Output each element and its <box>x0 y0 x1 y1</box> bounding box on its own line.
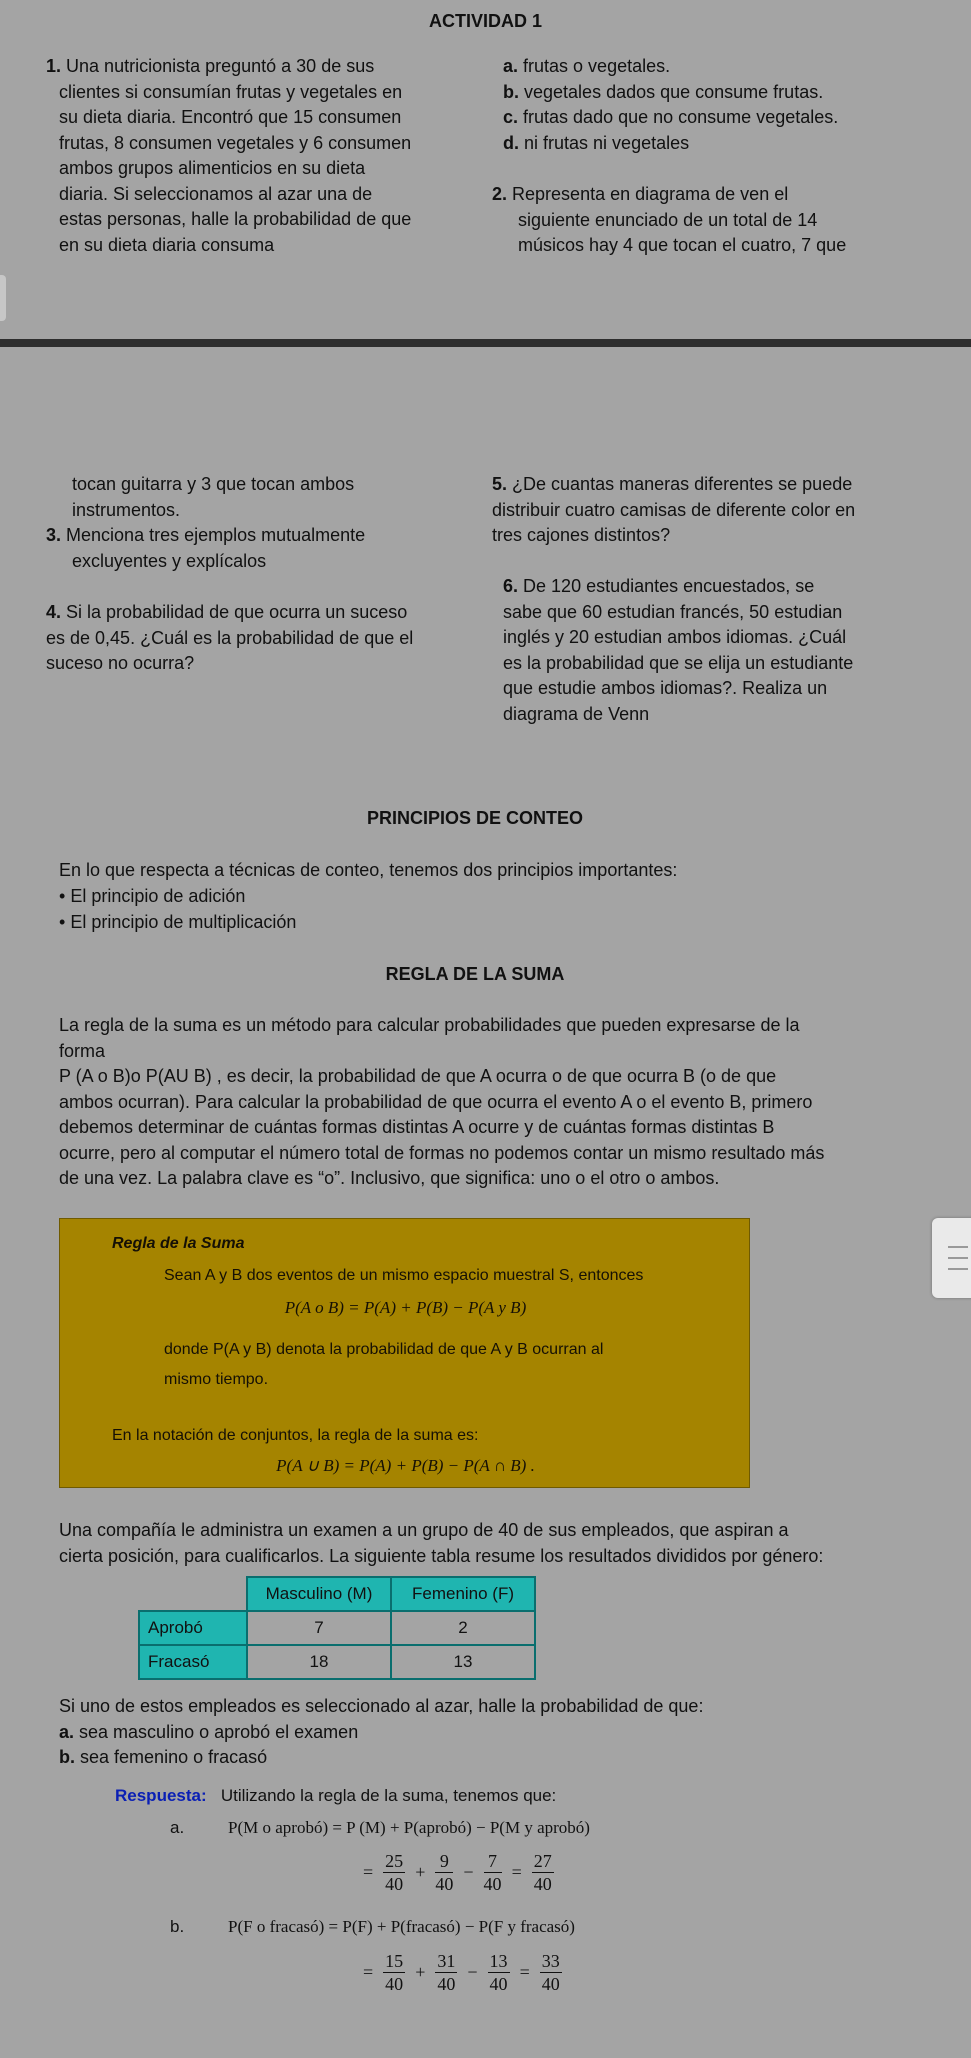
option-c <box>503 105 838 131</box>
q2-continuation <box>72 472 354 523</box>
equals-sign: = <box>363 1961 374 1982</box>
question-3 <box>46 523 365 574</box>
q3-line: Menciona tres ejemplos mutualmente <box>66 525 366 545</box>
table-header-row <box>139 1577 535 1611</box>
box-line: Sean A y B dos eventos de un mismo espacio muestral S, entonces <box>164 1267 644 1284</box>
part-text: sea masculino o aprobó el examen <box>79 1721 359 1742</box>
q6-line: es la probabilidad que se elija un estudiante <box>503 652 854 673</box>
part-letter: a. <box>59 1721 75 1742</box>
q6-line: que estudie ambos idiomas?. Realiza un <box>503 678 828 698</box>
q2-line: músicos hay 4 que tocan el cuatro, 7 que <box>518 235 847 255</box>
numerator: 25 <box>385 1851 404 1871</box>
bullet-text: El principio de adición <box>70 886 246 906</box>
option-letter: b. <box>503 81 519 102</box>
formula: P(A ∪ B) = P(A) + P(B) − P(A ∩ B) . <box>276 1456 535 1475</box>
q2-line: siguiente enunciado de un total de 14 <box>518 209 818 230</box>
table-cell: 18 <box>247 1645 391 1679</box>
table-cell: 7 <box>247 1611 391 1645</box>
part-letter: b. <box>59 1747 75 1767</box>
q5-line: tres cajones distintos? <box>492 525 671 545</box>
left-edge-tab[interactable] <box>0 275 6 321</box>
operator: − <box>463 1861 474 1882</box>
q1-line: en su dieta diaria consuma <box>59 234 275 255</box>
option-letter: d. <box>503 132 519 153</box>
fraction <box>435 1850 453 1895</box>
fraction <box>532 1850 554 1895</box>
q5-line: ¿De cuantas maneras diferentes se puede <box>512 474 853 494</box>
part-a <box>59 1720 703 1746</box>
table-corner <box>139 1577 247 1611</box>
option-b <box>503 80 838 106</box>
numerator: 27 <box>533 1851 552 1871</box>
operator: = <box>519 1961 530 1982</box>
q1-line: ambos grupos alimenticios en su dieta <box>59 158 366 178</box>
side-menu-handle[interactable] <box>932 1218 971 1298</box>
numerator: 15 <box>385 1951 404 1971</box>
regla-paragraph <box>59 1013 824 1192</box>
option-letter: c. <box>503 107 519 127</box>
q6-line: De 120 estudiantes encuestados, se <box>523 576 815 596</box>
regla-suma-box <box>59 1218 750 1488</box>
denominator: 40 <box>489 1974 508 1994</box>
part-b <box>59 1745 703 1771</box>
q4-line: suceso no ocurra? <box>46 653 195 673</box>
results-table <box>138 1576 536 1680</box>
table-cell: 2 <box>391 1611 535 1645</box>
option-d <box>503 131 838 157</box>
paragraph-line: Una compañía le administra un examen a un grupo de 40 de sus empleados, que aspiran a <box>59 1520 789 1540</box>
answer-intro-line <box>115 1783 556 1809</box>
fraction <box>383 1850 405 1895</box>
option-text: frutas dado que no consume vegetales. <box>523 107 839 127</box>
list-item: • El principio de adición <box>59 886 246 906</box>
box-line: En la notación de conjuntos, la regla de la suma es: <box>112 1427 479 1444</box>
question-number: 2. <box>492 184 508 204</box>
fraction <box>435 1950 457 1995</box>
q3-line: excluyentes y explícalos <box>72 550 267 571</box>
denominator: 40 <box>437 1974 456 1994</box>
paragraph-line: P (A o B)o P(AU B) , es decir, la probabilidad de que A ocurra o de que ocurra B (o de que <box>59 1066 777 1086</box>
principios-intro: En lo que respecta a técnicas de conteo, tenemos dos principios importantes: <box>59 860 678 880</box>
box-line: donde P(A y B) denota la probabilidad de que A y B ocurran al <box>164 1341 604 1358</box>
table-cell: 13 <box>391 1645 535 1679</box>
denominator: 40 <box>385 1874 404 1894</box>
option-text: frutas o vegetales. <box>523 56 671 76</box>
q1-line: Una nutricionista preguntó a 30 de sus <box>66 56 375 76</box>
operator: = <box>511 1861 522 1882</box>
equals-sign: = <box>363 1861 374 1882</box>
operator: − <box>467 1961 478 1982</box>
formula: P(A o B) = P(A) + P(B) − P(A y B) <box>284 1298 527 1317</box>
question-5 <box>492 472 855 549</box>
q6-line: sabe que 60 estudian francés, 50 estudian <box>503 601 843 622</box>
denominator: 40 <box>483 1874 502 1894</box>
q5-line: distribuir cuatro camisas de diferente color en <box>492 499 856 520</box>
question-6 <box>503 574 853 727</box>
denominator: 40 <box>541 1974 560 1994</box>
fraction <box>383 1950 405 1995</box>
table-row <box>139 1645 535 1679</box>
numerator: 31 <box>437 1951 456 1971</box>
answer-intro: Utilizando la regla de la suma, tenemos que: <box>220 1786 557 1805</box>
q6-line: diagrama de Venn <box>503 703 650 724</box>
option-letter: a. <box>503 56 519 76</box>
q1-line: clientes si consumían frutas y vegetales en <box>59 81 403 102</box>
row-header: Fracasó <box>139 1645 247 1679</box>
numerator: 33 <box>541 1951 560 1971</box>
column-header: Masculino (M) <box>247 1577 391 1611</box>
example-text <box>59 1518 823 1569</box>
fraction <box>488 1950 510 1995</box>
paragraph-line: ocurre, pero al computar el número total de formas no podemos contar un mismo resultado más <box>59 1142 825 1163</box>
numerator: 7 <box>484 1850 502 1873</box>
option-text: vegetales dados que consume frutas. <box>524 81 824 102</box>
q1-line: estas personas, halle la probabilidad de que <box>59 209 412 229</box>
page-title: ACTIVIDAD 1 <box>428 11 542 31</box>
principios-heading: PRINCIPIOS DE CONTEO <box>366 808 584 828</box>
fraction <box>484 1850 502 1895</box>
option-text: ni frutas ni vegetales <box>524 132 690 153</box>
answer-b-expr: P(F o fracasó) = P(F) + P(fracasó) − P(F y fracasó) <box>228 1917 575 1936</box>
bullet-text: El principio de multiplicación <box>70 911 297 932</box>
question-number: 1. <box>46 56 62 76</box>
question-number: 5. <box>492 474 508 494</box>
paragraph-line: forma <box>59 1040 106 1061</box>
box-line: mismo tiempo. <box>164 1371 269 1388</box>
q2-cont-line: tocan guitarra y 3 que tocan ambos <box>72 474 355 494</box>
fraction <box>540 1950 562 1995</box>
paragraph-line: cierta posición, para cualificarlos. La siguiente tabla resume los resultados divididos por género: <box>59 1545 824 1566</box>
example-question <box>59 1694 703 1771</box>
option-a <box>503 54 838 80</box>
answer-a-calc <box>360 1850 556 1895</box>
question-number: 3. <box>46 525 62 545</box>
paragraph-line: de una vez. La palabra clave es “o”. Inclusivo, que significa: uno o el otro o ambos. <box>59 1168 720 1188</box>
table-row <box>139 1611 535 1645</box>
paragraph-line: debemos determinar de cuántas formas distintas A ocurre y de cuántas formas distintas B <box>59 1117 775 1137</box>
paragraph-line: ambos ocurran). Para calcular la probabilidad de que ocurra el evento A o el evento B, primero <box>59 1091 813 1112</box>
q1-line: su dieta diaria. Encontró que 15 consumen <box>59 107 402 127</box>
box-title: Regla de la Suma <box>112 1235 245 1252</box>
q4-line: es de 0,45. ¿Cuál es la probabilidad de que el <box>46 627 414 648</box>
paragraph-line: La regla de la suma es un método para calcular probabilidades que pueden expresarse de la <box>59 1015 800 1035</box>
page-separator <box>0 339 971 347</box>
part-text: sea femenino o fracasó <box>80 1747 268 1767</box>
list-item: • El principio de multiplicación <box>59 911 297 932</box>
question-2 <box>492 182 846 259</box>
question-4 <box>46 600 413 677</box>
q1-options <box>503 54 838 156</box>
operator: + <box>415 1861 426 1882</box>
q1-line: diaria. Si seleccionamos al azar una de <box>59 183 373 204</box>
principios-list <box>59 884 296 935</box>
column-header: Femenino (F) <box>391 1577 535 1611</box>
denominator: 40 <box>533 1874 552 1894</box>
q4-line: Si la probabilidad de que ocurra un suceso <box>66 602 408 622</box>
question-number: 4. <box>46 602 62 622</box>
answer-a-letter: a. <box>170 1818 185 1837</box>
respuesta-label: Respuesta: <box>115 1786 207 1805</box>
numerator: 9 <box>435 1850 453 1873</box>
question-number: 6. <box>503 576 519 596</box>
answer-b-calc <box>360 1950 564 1995</box>
q2-line: Representa en diagrama de ven el <box>512 184 789 204</box>
numerator: 13 <box>489 1951 508 1971</box>
answer-a-expr: P(M o aprobó) = P (M) + P(aprobó) − P(M y aprobó) <box>228 1818 590 1837</box>
denominator: 40 <box>385 1974 404 1994</box>
question-1 <box>46 54 411 258</box>
row-header: Aprobó <box>139 1611 247 1645</box>
answer-b-letter: b. <box>170 1917 185 1936</box>
operator: + <box>415 1961 426 1982</box>
denominator: 40 <box>435 1874 454 1894</box>
regla-heading: REGLA DE LA SUMA <box>385 964 565 984</box>
q6-line: inglés y 20 estudian ambos idiomas. ¿Cuál <box>503 627 847 647</box>
q1-line: frutas, 8 consumen vegetales y 6 consumen <box>59 132 412 153</box>
q2-cont-line: instrumentos. <box>72 499 181 520</box>
question-line: Si uno de estos empleados es seleccionado al azar, halle la probabilidad de que: <box>59 1696 704 1716</box>
